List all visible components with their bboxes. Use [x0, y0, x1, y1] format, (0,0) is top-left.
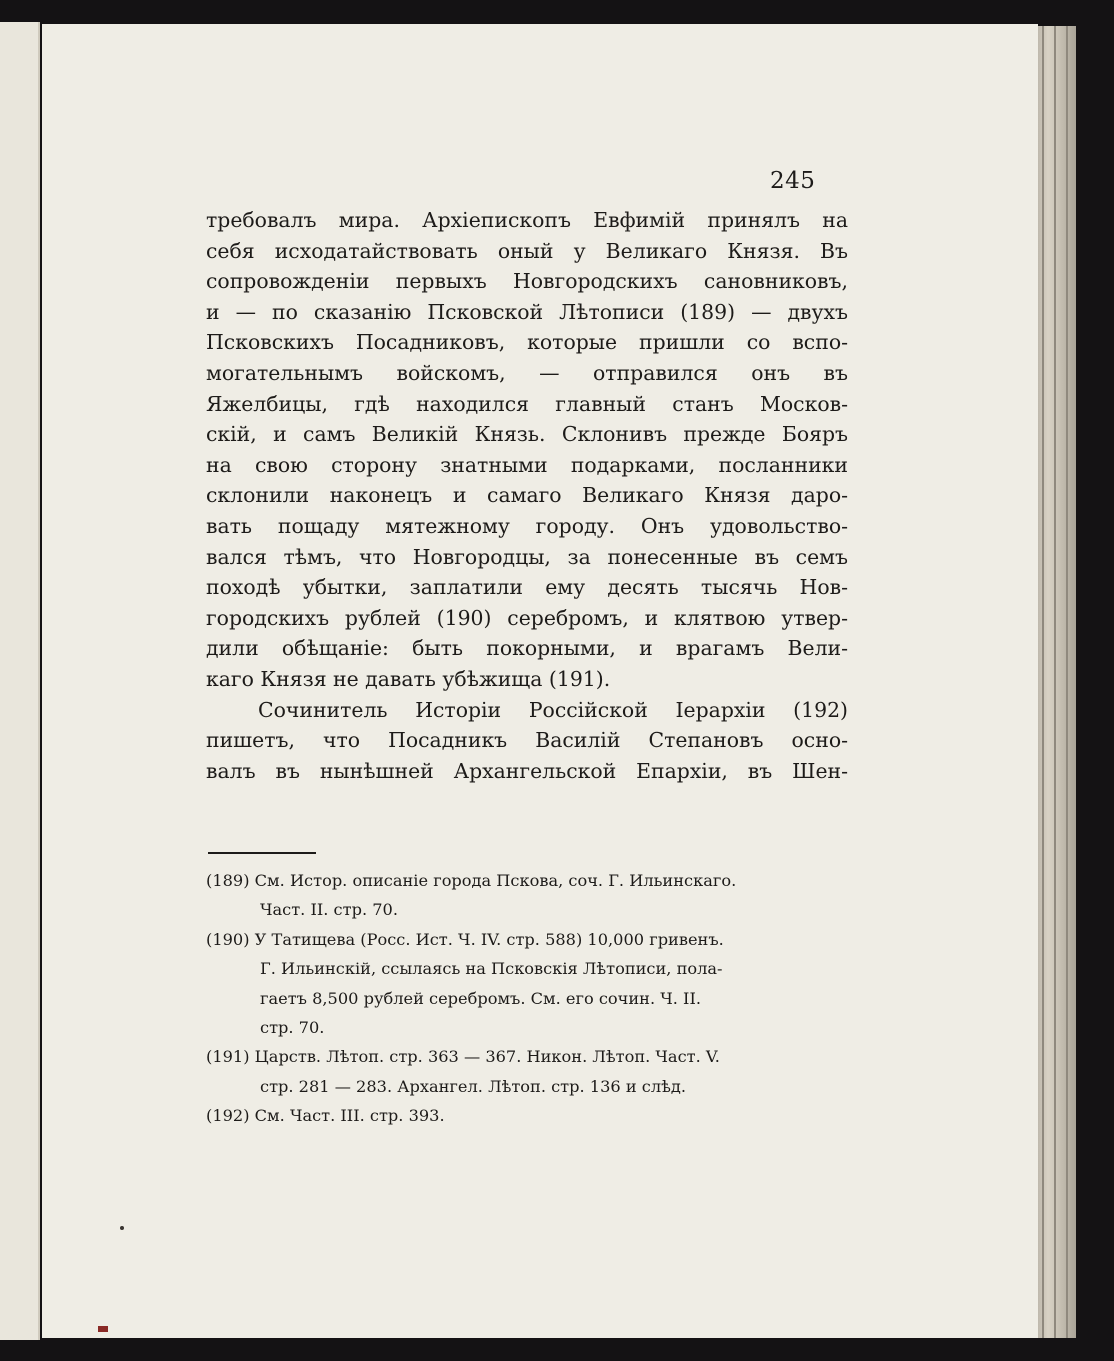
- body-line: каго Князя не давать убѣжища (191).: [206, 666, 611, 691]
- body-line: вался тѣмъ, что Новгородцы, за понесенные въ семъ: [206, 544, 848, 569]
- body-line: вать пощаду мятежному городу. Онъ удовольство-: [206, 513, 848, 538]
- body-line: скій, и самъ Великій Князь. Склонивъ прежде Бояръ: [206, 422, 848, 447]
- footnote-190-cont: гаетъ 8,500 рублей серебромъ. См. его сочин. Ч. II.: [260, 988, 701, 1008]
- body-line: пишетъ, что Посадникъ Василій Степановъ осно-: [206, 728, 848, 753]
- body-line: валъ въ нынѣшней Архангельской Епархіи, въ Шен-: [206, 758, 848, 783]
- paragraph-start-line: Сочинитель Исторіи Россійской Іерархіи (192): [258, 697, 848, 722]
- footnote-190-cont: Г. Ильинскій, ссылаясь на Псковскія Лѣтописи, пола-: [260, 959, 723, 979]
- body-line: Яжелбицы, гдѣ находился главный станъ Москов-: [206, 391, 848, 416]
- body-line: себя исходатайствовать оный у Великаго Князя. Въ: [206, 238, 848, 263]
- body-line: походѣ убытки, заплатили ему десять тысячь Нов-: [206, 575, 848, 600]
- footnote-189: (189) См. Истор. описаніе города Пскова, соч. Г. Ильинскаго.: [206, 871, 737, 890]
- footnote-189-cont: Част. II. стр. 70.: [260, 900, 398, 920]
- footnote-divider: [208, 852, 316, 854]
- page-stack-edge: [1036, 26, 1076, 1338]
- page-marker-ribbon: [98, 1326, 108, 1332]
- body-line: склонили наконецъ и самаго Великаго Князя даро-: [206, 483, 848, 508]
- book-page: [42, 24, 1038, 1338]
- ink-speck: [120, 1226, 124, 1230]
- footnote-190-cont: стр. 70.: [260, 1018, 325, 1038]
- footnote-191-cont: стр. 281 — 283. Архангел. Лѣтоп. стр. 136 и слѣд.: [260, 1076, 686, 1096]
- body-line: требовалъ мира. Архіепископъ Евфимій принялъ на: [206, 208, 848, 232]
- body-line: сопровожденіи первыхъ Новгородскихъ сановниковъ,: [206, 269, 848, 294]
- footnote-191: (191) Царств. Лѣтоп. стр. 363 — 367. Никон. Лѣтоп. Част. V.: [206, 1047, 720, 1067]
- previous-page-edge: [0, 22, 40, 1340]
- body-line: городскихъ рублей (190) серебромъ, и клятвою утвер-: [206, 605, 848, 630]
- footnotes: [206, 866, 848, 1131]
- body-line: на свою сторону знатными подарками, посланники: [206, 452, 848, 477]
- footnote-192: (192) См. Част. III. стр. 393.: [206, 1106, 445, 1126]
- body-line: и — по сказанію Псковской Лѣтописи (189) — двухъ: [206, 299, 848, 324]
- footnote-190: (190) У Татищева (Росс. Ист. Ч. IV. стр. 588) 10,000 гривенъ.: [206, 929, 724, 949]
- body-line: могательнымъ войскомъ, — отправился онъ въ: [206, 360, 848, 385]
- body-line: дили обѣщаніе: быть покорными, и врагамъ Вели-: [206, 636, 848, 661]
- body-line: Псковскихъ Посадниковъ, которые пришли со вспо-: [206, 330, 848, 355]
- body-text: [206, 205, 848, 786]
- page-number: 245: [770, 168, 816, 194]
